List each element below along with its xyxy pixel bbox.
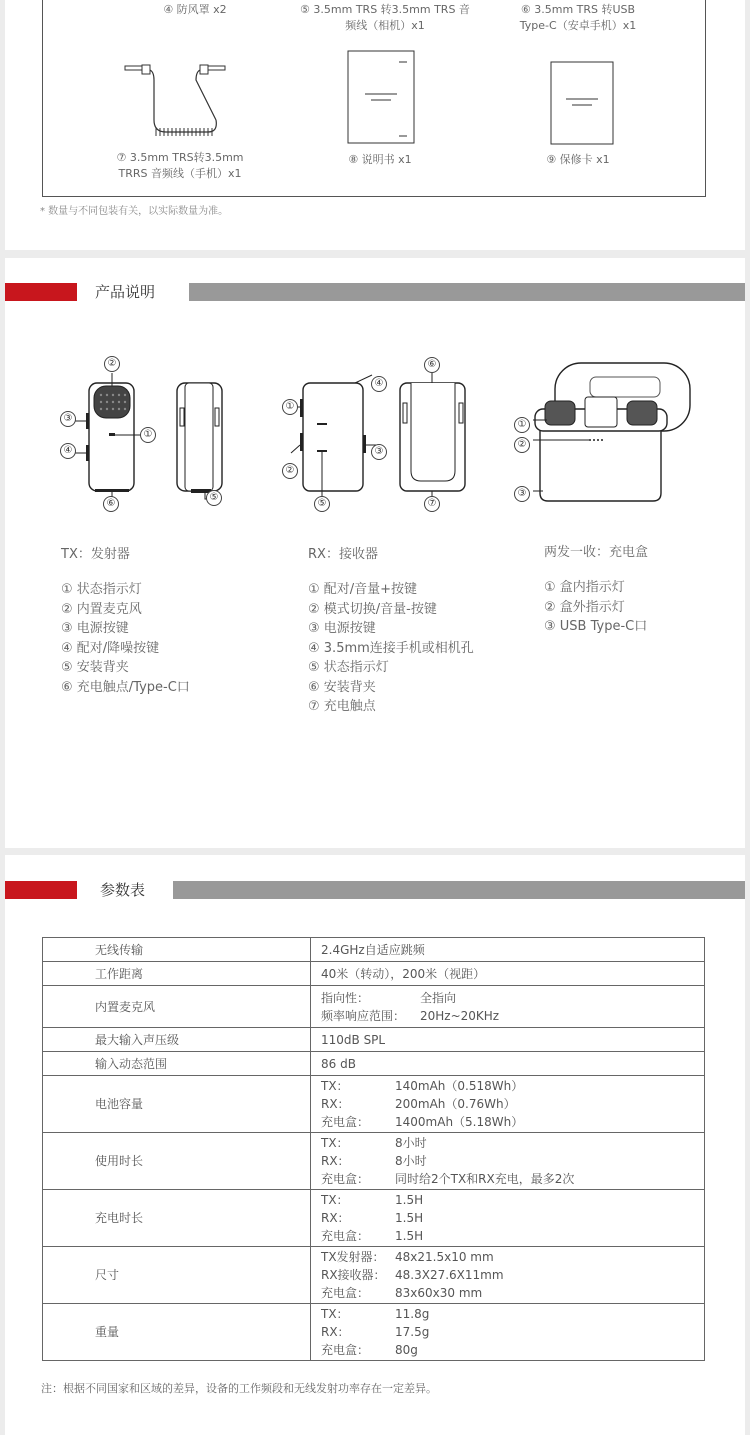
rx-callout-6: ⑥ xyxy=(424,357,440,373)
spec-value: TX： 1.5H RX： 1.5H 充电盒： 1.5H xyxy=(311,1190,705,1247)
list-item: ⑥ 安装背夹 xyxy=(308,679,376,695)
rx-callout-2: ② xyxy=(282,463,298,479)
spec-value: 40米（转动），200米（视距） xyxy=(311,962,705,986)
spec-key: 电池容量 xyxy=(43,1076,311,1133)
tx-callout-6: ⑥ xyxy=(103,496,119,512)
rx-title: RX：接收器 xyxy=(308,547,378,562)
spec-value: TX： 140mAh（0.518Wh） RX： 200mAh（0.76Wh） 充电盒： 1400mAh（5.18Wh） xyxy=(311,1076,705,1133)
product-panel xyxy=(5,258,745,848)
spec-key: 使用时长 xyxy=(43,1133,311,1190)
accessory-caption-7: ⑦ 3.5mm TRS转3.5mm TRRS 音频线（手机）x1 xyxy=(116,151,244,180)
case-callout-2: ② xyxy=(514,437,530,453)
rx-callout-4: ④ xyxy=(371,376,387,392)
rx-callout-5: ⑤ xyxy=(314,496,330,512)
rx-callout-7: ⑦ xyxy=(424,496,440,512)
case-callout-1: ① xyxy=(514,417,530,433)
spec-key: 重量 xyxy=(43,1304,311,1361)
spec-value: 110dB SPL xyxy=(311,1028,705,1052)
spec-key: 无线传输 xyxy=(43,938,311,962)
spec-value: TX： 11.8g RX： 17.5g 充电盒： 80g xyxy=(311,1304,705,1361)
spec-key: 充电时长 xyxy=(43,1190,311,1247)
spec-table xyxy=(42,937,705,1361)
section-title-product: 产品说明 xyxy=(95,283,156,301)
list-item: ② 内置麦克风 xyxy=(61,601,142,617)
section-accent-bar xyxy=(5,881,77,899)
tx-callout-3: ③ xyxy=(60,411,76,427)
section-divider-bar xyxy=(173,881,745,899)
list-item: ① 状态指示灯 xyxy=(61,582,142,597)
spec-key: 输入动态范围 xyxy=(43,1052,311,1076)
spec-value: TX： 8小时 RX： 8小时 充电盒： 同时给2个TX和RX充电，最多2次 xyxy=(311,1133,705,1190)
table-row xyxy=(43,1133,705,1190)
accessories-panel xyxy=(5,0,745,250)
accessory-caption-8: ⑧ 说明书 x1 xyxy=(348,153,412,166)
spec-value: 指向性： 全指向 频率响应范围： 20Hz~20KHz xyxy=(311,986,705,1028)
manual-illustration xyxy=(347,50,415,144)
tx-callout-4: ④ xyxy=(60,443,76,459)
table-row xyxy=(43,1052,705,1076)
table-row xyxy=(43,938,705,962)
charging-case-illustration xyxy=(505,353,705,513)
warranty-card-illustration xyxy=(550,61,614,145)
table-row xyxy=(43,1076,705,1133)
spec-key: 最大输入声压级 xyxy=(43,1028,311,1052)
list-item: ⑤ 安装背夹 xyxy=(61,660,129,675)
table-row xyxy=(43,1304,705,1361)
list-item: ③ USB Type-C口 xyxy=(544,619,648,634)
tx-callout-2: ② xyxy=(104,356,120,372)
spec-key: 尺寸 xyxy=(43,1247,311,1304)
list-item: ⑤ 状态指示灯 xyxy=(308,660,389,675)
section-accent-bar xyxy=(5,283,77,301)
specs-panel xyxy=(5,855,745,1435)
list-item: ⑥ 充电触点/Type-C口 xyxy=(61,679,190,695)
list-item: ④ 配对/降噪按键 xyxy=(61,640,160,656)
spec-value: 2.4GHz自适应跳频 xyxy=(311,938,705,962)
tx-title: TX：发射器 xyxy=(61,547,130,562)
case-feature-list xyxy=(544,578,647,637)
accessory-caption-6: ⑥ 3.5mm TRS 转USB Type-C（安卓手机）x1 xyxy=(519,3,637,32)
accessory-caption-4: ④ 防风罩 x2 xyxy=(163,3,227,16)
case-callout-3: ③ xyxy=(514,486,530,502)
coiled-cable-illustration xyxy=(120,60,230,140)
tx-callout-1: ① xyxy=(140,427,156,443)
list-item: ③ 电源按键 xyxy=(61,621,129,636)
list-item: ② 盒外指示灯 xyxy=(544,599,625,615)
list-item: ① 盒内指示灯 xyxy=(544,580,625,595)
list-item: ④ 3.5mm连接手机或相机孔 xyxy=(308,640,474,656)
table-row xyxy=(43,986,705,1028)
list-item: ① 配对/音量+按键 xyxy=(308,582,418,597)
tx-callout-5: ⑤ xyxy=(206,490,222,506)
spec-value: 86 dB xyxy=(311,1052,705,1076)
spec-value: TX发射器： 48x21.5x10 mm RX接收器： 48.3X27.6X11mm 充电盒： 83x60x30 mm xyxy=(311,1247,705,1304)
spec-key: 工作距离 xyxy=(43,962,311,986)
rx-feature-list xyxy=(308,580,474,717)
quantity-note: * 数量与不同包装有关，以实际数量为准。 xyxy=(40,206,229,217)
spec-footnote: 注：根据不同国家和区域的差异，设备的工作频段和无线发射功率存在一定差异。 xyxy=(41,1382,437,1395)
table-row xyxy=(43,1247,705,1304)
list-item: ⑦ 充电触点 xyxy=(308,699,376,714)
table-row xyxy=(43,962,705,986)
tx-feature-list xyxy=(61,580,190,697)
list-item: ② 模式切换/音量-按键 xyxy=(308,601,437,617)
section-divider-bar xyxy=(189,283,745,301)
spec-key: 内置麦克风 xyxy=(43,986,311,1028)
accessory-caption-5: ⑤ 3.5mm TRS 转3.5mm TRS 音频线（相机）x1 xyxy=(300,3,470,32)
rx-callout-3: ③ xyxy=(371,444,387,460)
table-row xyxy=(43,1028,705,1052)
accessory-caption-9: ⑨ 保修卡 x1 xyxy=(546,153,610,166)
section-title-specs: 参数表 xyxy=(100,881,146,899)
list-item: ③ 电源按键 xyxy=(308,621,376,636)
case-title: 两发一收：充电盒 xyxy=(544,545,649,560)
rx-callout-1: ① xyxy=(282,399,298,415)
table-row xyxy=(43,1190,705,1247)
